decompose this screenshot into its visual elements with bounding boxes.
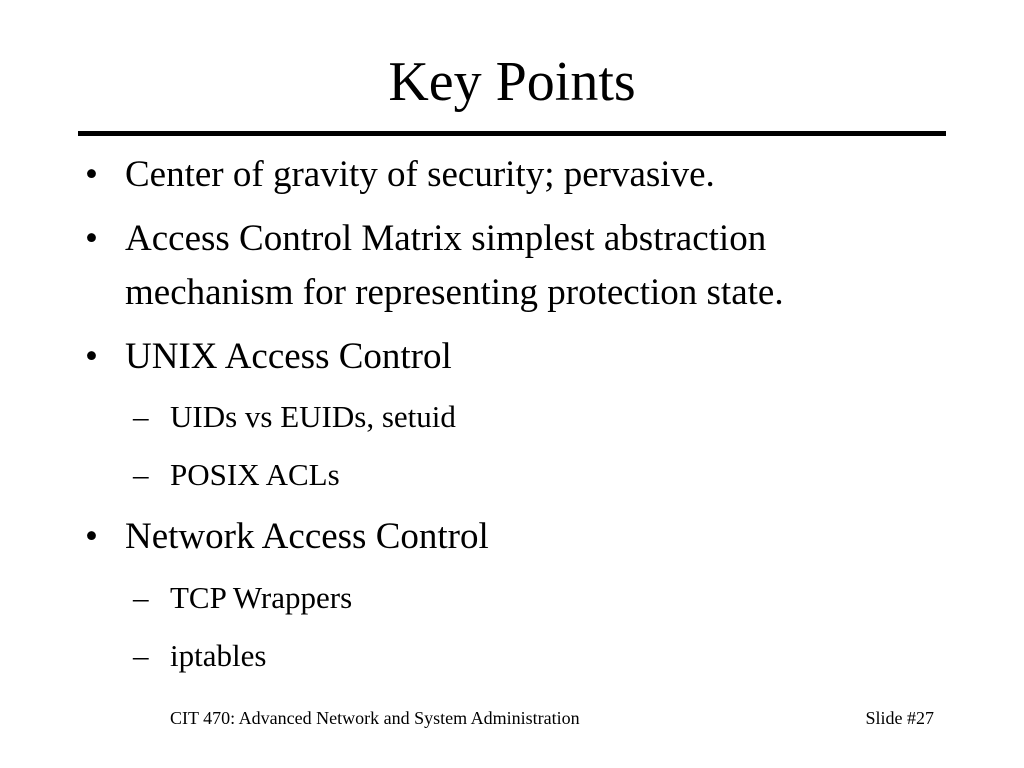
sub-text: UIDs vs EUIDs, setuid: [170, 399, 456, 434]
sub-text: POSIX ACLs: [170, 457, 340, 492]
sub-marker: –: [133, 638, 149, 673]
bullet-marker: •: [85, 154, 98, 195]
sub-text: TCP Wrappers: [170, 580, 353, 615]
sub-marker: –: [133, 580, 149, 615]
footer-slide-number: Slide #27: [865, 708, 934, 728]
bullet-text-line-1: Access Control Matrix simplest abstraction: [125, 218, 767, 259]
bullet-marker: •: [85, 218, 98, 259]
bullet-marker: •: [85, 516, 98, 557]
sub-text: iptables: [170, 638, 267, 673]
bullet-marker: •: [85, 336, 98, 377]
bullet-text: Network Access Control: [125, 516, 489, 557]
slide-title: Key Points: [388, 51, 636, 113]
bullet-text-line-2: mechanism for representing protection state.: [125, 272, 784, 313]
sub-marker: –: [133, 457, 149, 492]
bullet-text: Center of gravity of security; pervasive.: [125, 154, 715, 195]
footer-course-title: CIT 470: Advanced Network and System Administration: [170, 708, 580, 728]
bullet-text: UNIX Access Control: [125, 336, 452, 377]
sub-marker: –: [133, 399, 149, 434]
